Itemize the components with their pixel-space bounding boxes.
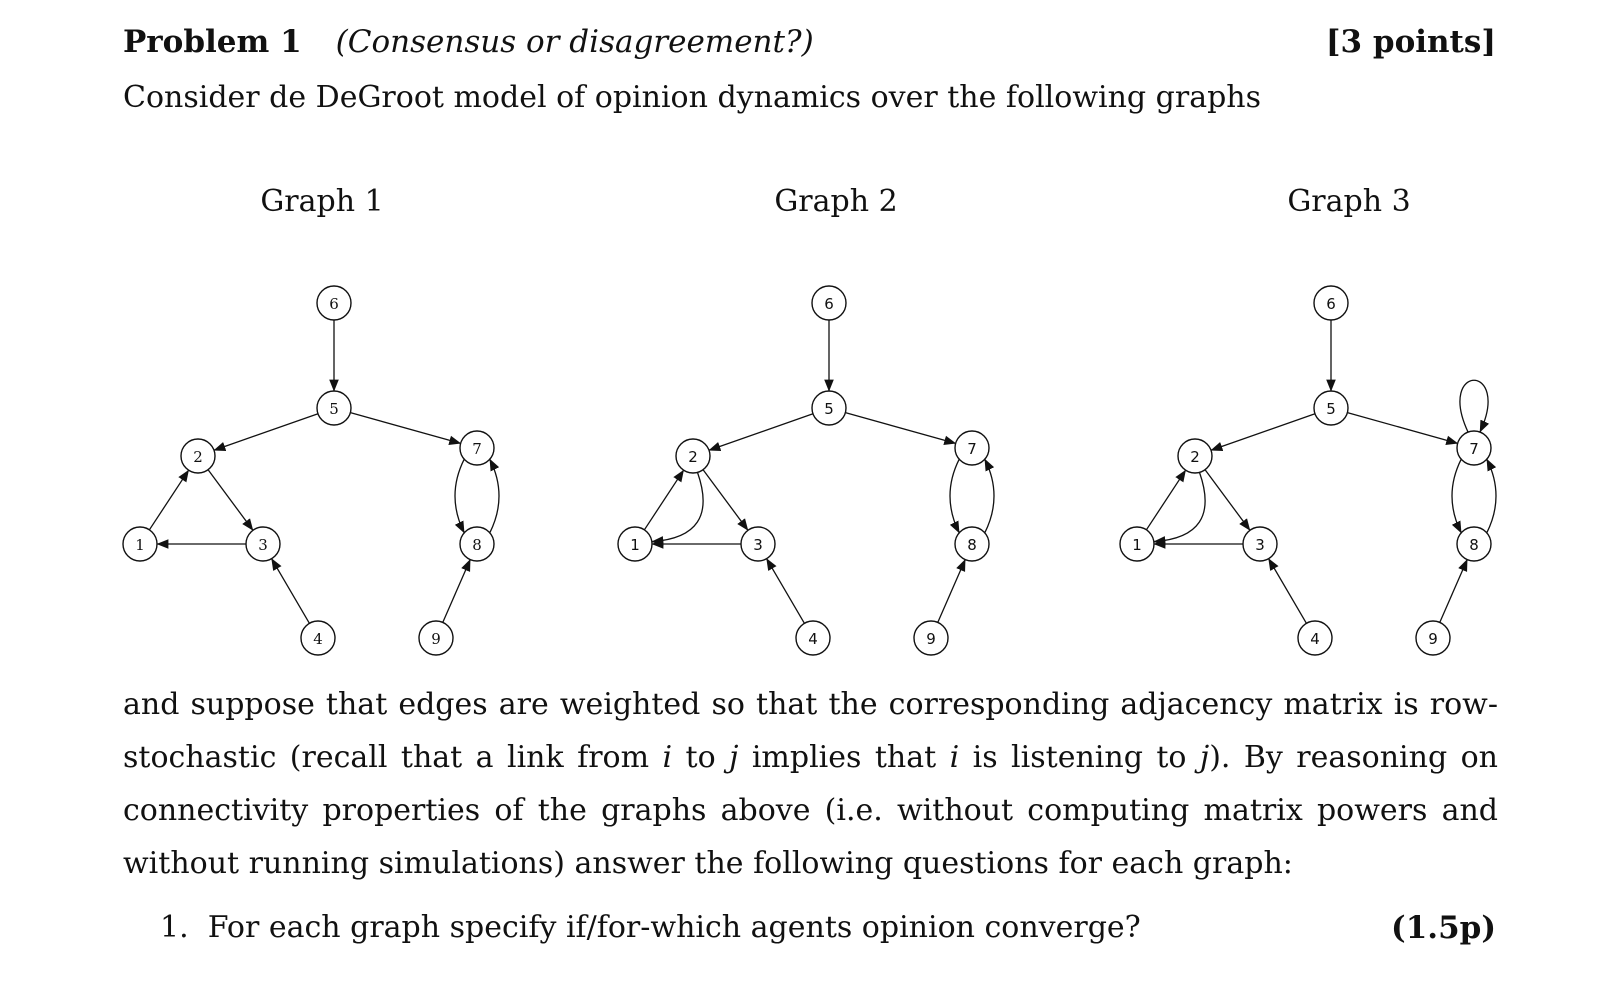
node-7 xyxy=(955,431,989,465)
var-j: j xyxy=(729,740,739,775)
body-text-1: and suppose that edges are weighted so that the corresponding adjacency matrix is row-stochastic (recall that a link from xyxy=(123,687,1498,775)
edge-1-to-2 xyxy=(644,470,683,530)
edge-4-to-3 xyxy=(767,559,805,624)
node-label: 3 xyxy=(258,536,268,554)
edge-5-to-2 xyxy=(1211,414,1315,451)
edge-2-to-3 xyxy=(703,470,748,531)
node-label: 3 xyxy=(753,536,763,554)
edge-2-to-3 xyxy=(1205,470,1250,531)
question-1-points: (1.5p) xyxy=(1391,910,1496,946)
edge-8-to-7 xyxy=(985,459,994,533)
edge-4-to-3 xyxy=(1269,559,1307,624)
node-label: 1 xyxy=(1132,536,1142,554)
node-label: 6 xyxy=(824,295,834,313)
node-label: 5 xyxy=(329,400,339,418)
edge-7-to-8 xyxy=(950,459,959,533)
node-1 xyxy=(123,527,157,561)
node-4 xyxy=(796,621,830,655)
question-1-text: For each graph specify if/for-which agents opinion converge? xyxy=(207,910,1141,945)
graph-3-title: Graph 3 xyxy=(1287,184,1411,219)
edge-5-to-7 xyxy=(1347,413,1457,444)
node-label: 8 xyxy=(472,536,482,554)
node-8 xyxy=(1457,527,1491,561)
node-6 xyxy=(1314,286,1348,320)
node-5 xyxy=(1314,391,1348,425)
question-1 xyxy=(160,910,1141,945)
node-label: 8 xyxy=(1469,536,1479,554)
node-5 xyxy=(812,391,846,425)
node-6 xyxy=(317,286,351,320)
node-label: 2 xyxy=(1190,448,1200,466)
node-1 xyxy=(618,527,652,561)
var-i: i xyxy=(662,740,673,775)
node-8 xyxy=(460,527,494,561)
edge-8-to-7 xyxy=(1487,459,1496,533)
edge-5-to-2 xyxy=(709,414,813,451)
node-3 xyxy=(246,527,280,561)
graph-2-diagram xyxy=(618,286,994,655)
edge-7-to-7 xyxy=(1460,380,1488,432)
node-7 xyxy=(460,431,494,465)
node-5 xyxy=(317,391,351,425)
node-2 xyxy=(676,439,710,473)
node-label: 7 xyxy=(472,440,482,458)
edge-5-to-7 xyxy=(845,413,955,444)
graph-1-title: Graph 1 xyxy=(260,184,384,219)
question-1-number: 1. xyxy=(160,910,189,945)
node-label: 1 xyxy=(135,536,145,554)
problem-intro: Consider de DeGroot model of opinion dynamics over the following graphs xyxy=(123,80,1262,115)
node-label: 9 xyxy=(1428,630,1438,648)
edge-1-to-2 xyxy=(1146,470,1185,530)
node-1 xyxy=(1120,527,1154,561)
node-6 xyxy=(812,286,846,320)
node-label: 5 xyxy=(1326,400,1336,418)
problem-subtitle: (Consensus or disagreement?) xyxy=(335,24,814,60)
node-3 xyxy=(1243,527,1277,561)
node-label: 4 xyxy=(313,630,323,648)
edge-2-to-3 xyxy=(208,470,253,531)
edge-4-to-3 xyxy=(272,559,310,624)
node-label: 9 xyxy=(431,630,441,648)
problem-points: [3 points] xyxy=(1325,24,1496,60)
edge-5-to-2 xyxy=(214,414,318,451)
node-label: 5 xyxy=(824,400,834,418)
node-4 xyxy=(1298,621,1332,655)
node-2 xyxy=(1178,439,1212,473)
edge-1-to-2 xyxy=(149,470,188,530)
edge-8-to-7 xyxy=(490,459,499,533)
body-text-3: implies that xyxy=(738,740,950,775)
body-text-4: is listening to xyxy=(959,740,1200,775)
node-label: 8 xyxy=(967,536,977,554)
problem-number: Problem 1 xyxy=(123,24,302,60)
graph-3-diagram xyxy=(1120,286,1496,655)
node-2 xyxy=(181,439,215,473)
edge-7-to-8 xyxy=(1452,459,1461,533)
problem-body xyxy=(123,678,1498,890)
node-4 xyxy=(301,621,335,655)
node-label: 3 xyxy=(1255,536,1265,554)
node-3 xyxy=(741,527,775,561)
node-label: 4 xyxy=(1310,630,1320,648)
node-label: 6 xyxy=(1326,295,1336,313)
edge-9-to-8 xyxy=(1440,560,1467,623)
var-j: j xyxy=(1199,740,1210,775)
node-8 xyxy=(955,527,989,561)
edge-7-to-8 xyxy=(455,459,464,533)
node-label: 7 xyxy=(1469,440,1479,458)
graph-1-diagram xyxy=(123,286,499,655)
node-9 xyxy=(419,621,453,655)
node-7 xyxy=(1457,431,1491,465)
node-9 xyxy=(914,621,948,655)
node-label: 9 xyxy=(926,630,936,648)
edge-9-to-8 xyxy=(938,560,965,623)
edge-9-to-8 xyxy=(443,560,470,623)
graph-2-title: Graph 2 xyxy=(774,184,898,219)
node-9 xyxy=(1416,621,1450,655)
node-label: 2 xyxy=(688,448,698,466)
var-i: i xyxy=(949,740,960,775)
body-text-2: to xyxy=(672,740,730,775)
node-label: 4 xyxy=(808,630,818,648)
node-label: 6 xyxy=(329,295,339,313)
node-label: 2 xyxy=(193,448,203,466)
edge-5-to-7 xyxy=(350,413,460,444)
node-label: 7 xyxy=(967,440,977,458)
body-text-5: ). By reasoning on connectivity properties of the graphs above (i.e. without computing matrix powers and without running simulations) answer the following questions for each graph: xyxy=(123,740,1498,881)
node-label: 1 xyxy=(630,536,640,554)
